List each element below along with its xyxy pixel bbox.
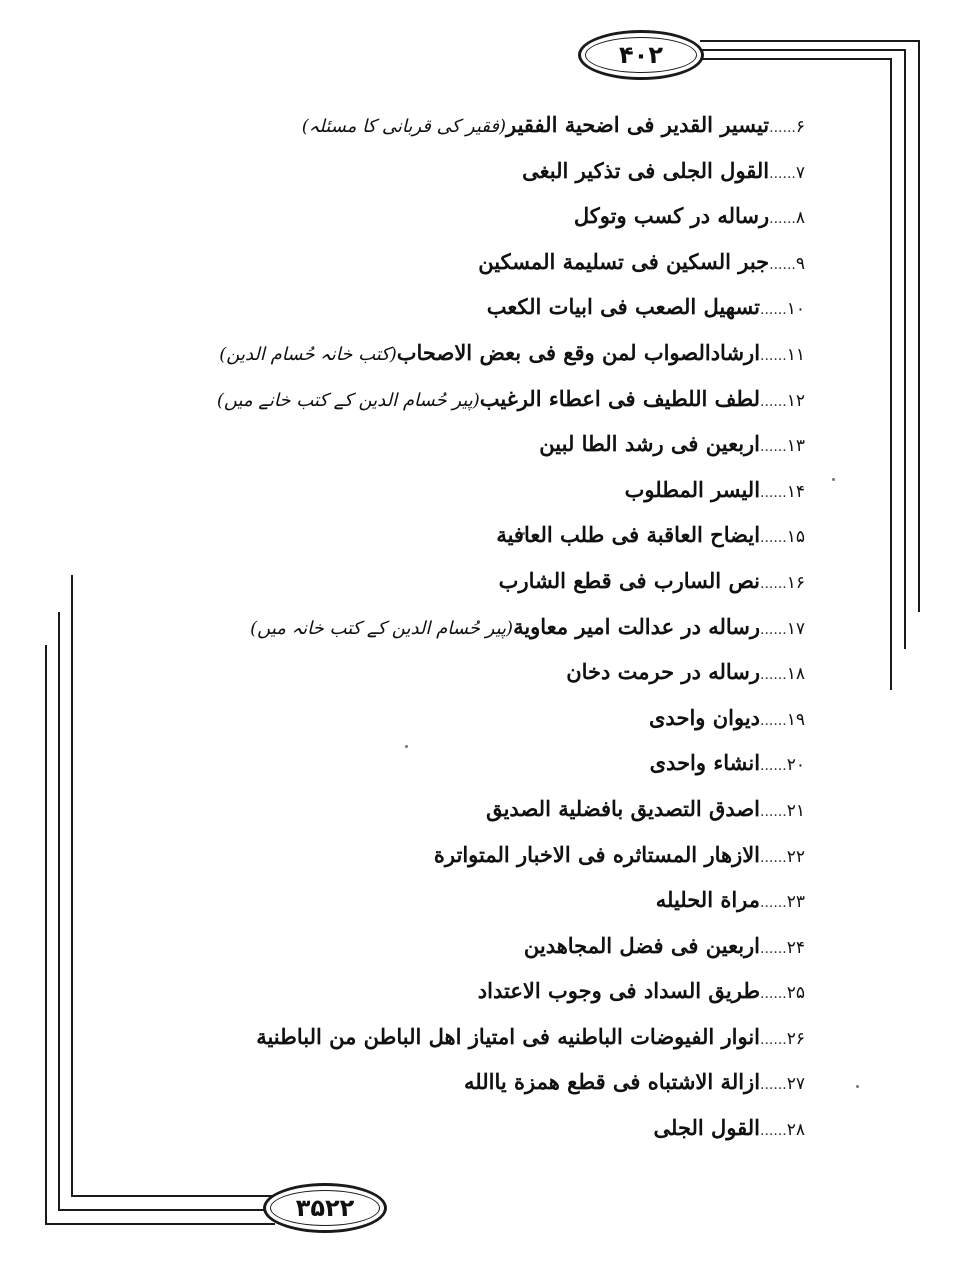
entry-note: (کتب خانہ حُسام الدین) — [219, 343, 397, 365]
right-frame-line-3 — [890, 58, 892, 690]
entry-number: ۱۴ — [786, 481, 805, 502]
entry-number: ۱۲ — [786, 390, 805, 411]
entry-leader-dots: ...... — [769, 165, 796, 182]
entry-leader-dots: ...... — [760, 1123, 787, 1140]
list-item — [85, 604, 805, 650]
list-item — [85, 832, 805, 878]
entry-number: ۲۵ — [786, 983, 805, 1004]
entry-leader-dots: ...... — [760, 530, 787, 547]
entry-number: ۲۰ — [786, 755, 805, 776]
entry-title: رساله در عدالت امیر معاویة — [513, 613, 761, 639]
right-frame-line-2 — [904, 49, 906, 649]
entry-leader-dots: ...... — [760, 986, 787, 1003]
entry-leader-dots: ...... — [760, 484, 787, 501]
entry-title: الازهار المستاثره فی الاخبار المتواترة — [433, 841, 761, 867]
list-item — [85, 239, 805, 285]
entry-number: ۱۷ — [786, 618, 805, 639]
entry-leader-dots: ...... — [760, 1031, 787, 1048]
list-item — [85, 558, 805, 604]
entry-title: القول الجلی — [653, 1115, 761, 1141]
entry-leader-dots: ...... — [769, 256, 796, 273]
entry-leader-dots: ...... — [760, 849, 787, 866]
entry-leader-dots: ...... — [760, 803, 787, 820]
entry-leader-dots: ...... — [769, 211, 796, 228]
entry-number: ۷ — [795, 162, 805, 183]
top-frame-line-1 — [700, 40, 920, 42]
top-frame-line-3 — [700, 58, 892, 60]
entry-note: (پیر حُسام الدین کے کتب خانہ میں) — [250, 617, 514, 639]
book-title-list — [85, 102, 805, 1151]
list-item — [85, 1105, 805, 1151]
entry-number: ۲۶ — [786, 1028, 805, 1049]
list-item — [85, 193, 805, 239]
entry-title: تیسیر القدیر فی اضحیة الفقیر — [506, 112, 770, 137]
list-item — [85, 284, 805, 330]
entry-number: ۱۸ — [786, 664, 805, 685]
entry-title: نص السارب فی قطع الشارب — [498, 567, 761, 593]
entry-title: جبر السکین فی تسلیمة المسکین — [478, 248, 770, 274]
bottom-frame-line-3 — [71, 1195, 275, 1197]
entry-number: ۲۳ — [786, 892, 805, 913]
list-item — [85, 695, 805, 741]
entry-leader-dots: ...... — [760, 758, 787, 775]
list-item — [85, 330, 805, 376]
left-frame-line-2 — [58, 612, 60, 1211]
entry-title: الیسر المطلوب — [624, 476, 761, 502]
entry-title: تسهیل الصعب فی ابیات الکعب — [486, 294, 761, 320]
entry-title: رساله در کسب وتوکل — [573, 203, 770, 229]
right-frame-line-1 — [918, 40, 920, 612]
entry-number: ۱۰ — [786, 299, 805, 320]
scan-speck — [856, 1085, 859, 1088]
entry-number: ۹ — [795, 253, 805, 274]
entry-title: القول الجلی فی تذکیر البغی — [522, 157, 770, 183]
left-frame-line-3 — [71, 575, 73, 1197]
list-item — [85, 1014, 805, 1060]
entry-title: انشاء واحدی — [649, 750, 761, 776]
list-item — [85, 923, 805, 969]
entry-title: اربعین فی فضل المجاهدین — [523, 932, 761, 958]
entry-leader-dots: ...... — [760, 347, 787, 364]
entry-number: ۱۳ — [786, 436, 805, 457]
entry-number: ۸ — [795, 208, 805, 229]
bottom-page-number-oval — [263, 1183, 387, 1233]
left-frame-line-1 — [45, 645, 47, 1225]
bottom-frame-line-2 — [58, 1209, 275, 1211]
list-item — [85, 148, 805, 194]
bottom-frame-line-1 — [45, 1223, 275, 1225]
entry-title: دیوان واحدی — [649, 704, 761, 730]
list-item — [85, 786, 805, 832]
list-item — [85, 1059, 805, 1105]
entry-leader-dots: ...... — [760, 439, 787, 456]
entry-number: ۱۵ — [786, 527, 805, 548]
list-item — [85, 102, 805, 148]
entry-leader-dots: ...... — [760, 712, 787, 729]
entry-title: انوار الفیوضات الباطنیه فی امتیاز اهل الباطن من الباطنیة — [256, 1023, 761, 1049]
entry-title: اربعین فی رشد الطا لبین — [539, 431, 761, 457]
top-page-number-oval — [578, 30, 704, 80]
scan-speck — [832, 478, 835, 481]
entry-number: ۱۹ — [786, 709, 805, 730]
entry-number: ۲۱ — [786, 800, 805, 821]
entry-leader-dots: ...... — [760, 393, 787, 410]
entry-title: مراة الحلیله — [655, 887, 761, 913]
entry-title: ازالة الاشتباه فی قطع همزة یاالله — [464, 1069, 761, 1095]
list-item — [85, 421, 805, 467]
entry-leader-dots: ...... — [760, 940, 787, 957]
entry-number: ۲۷ — [786, 1074, 805, 1095]
entry-title: ایضاح العاقبة فی طلب العافیة — [496, 522, 761, 548]
entry-title: ارشادالصواب لمن وقع فی بعض الاصحاب — [396, 339, 761, 365]
top-frame-line-2 — [700, 49, 906, 51]
entry-leader-dots: ...... — [760, 1077, 787, 1094]
bottom-page-number: ۳۵۲۲ — [295, 1194, 355, 1222]
list-item — [85, 467, 805, 513]
list-item — [85, 740, 805, 786]
entry-number: ۱۶ — [786, 572, 805, 593]
list-item — [85, 877, 805, 923]
entry-leader-dots: ...... — [760, 575, 787, 592]
entry-leader-dots: ...... — [760, 895, 787, 912]
entry-title: لطف اللطیف فی اعطاء الرغیب — [479, 385, 761, 411]
entry-leader-dots: ...... — [760, 302, 787, 319]
entry-title: طریق السداد فی وجوب الاعتداد — [477, 978, 761, 1004]
entry-number: ۲۸ — [786, 1120, 805, 1141]
entry-number: ۲۲ — [786, 846, 805, 867]
entry-leader-dots: ...... — [760, 667, 787, 684]
entry-leader-dots: ...... — [769, 120, 796, 136]
entry-note: (پیر حُسام الدین کے کتب خانے میں) — [216, 389, 480, 411]
entry-number: ۱۱ — [786, 344, 805, 365]
list-item — [85, 376, 805, 422]
top-page-number: ۴۰۲ — [619, 41, 663, 69]
entry-number: ۲۴ — [786, 937, 805, 958]
list-item — [85, 649, 805, 695]
entry-note: (فقیر کی قربانی کا مسئلہ) — [301, 116, 506, 137]
entry-leader-dots: ...... — [760, 621, 787, 638]
entry-title: اصدق التصدیق بافضلیة الصدیق — [486, 795, 761, 821]
list-item — [85, 512, 805, 558]
list-item — [85, 968, 805, 1014]
entry-number: ۶ — [795, 117, 805, 137]
entry-title: رساله در حرمت دخان — [566, 659, 761, 685]
